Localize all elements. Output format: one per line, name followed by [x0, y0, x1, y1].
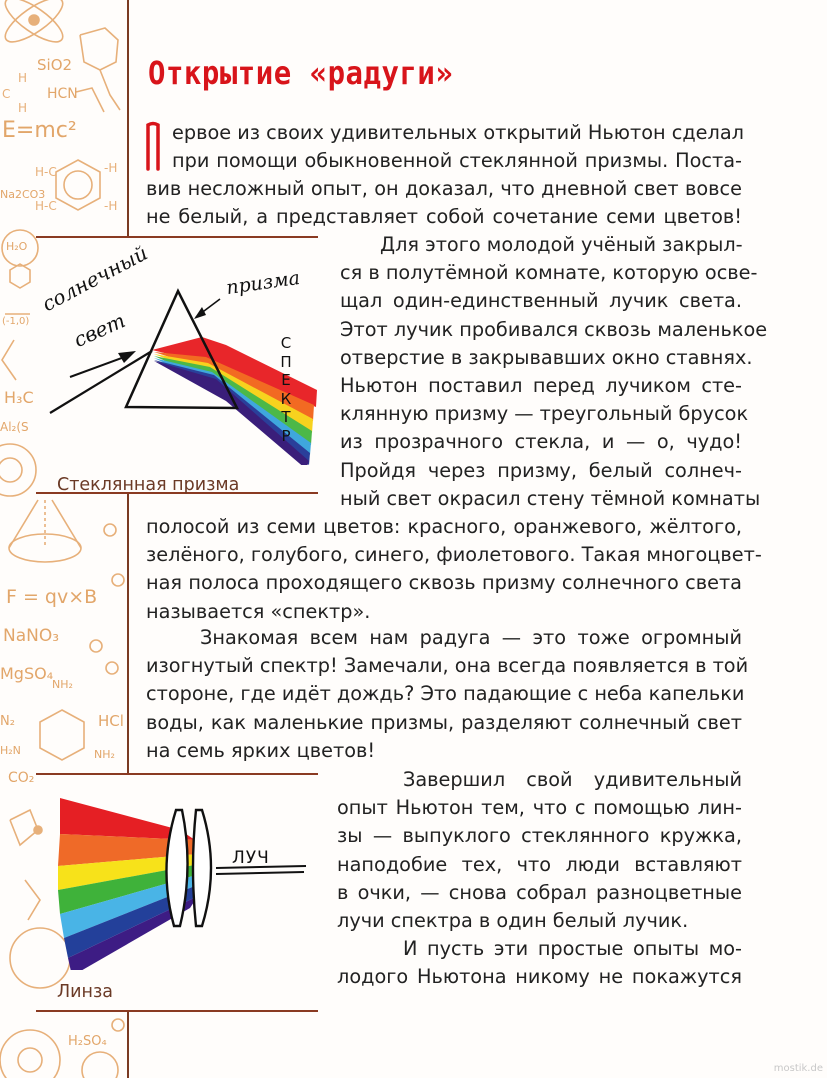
- paragraph-conclusion: [337, 935, 742, 991]
- doodle-formula: CO₂: [8, 770, 35, 786]
- frame-line-horizontal: [36, 236, 318, 238]
- text-line: при помощи обыкновенной стеклянной призмы. Поста-: [172, 149, 742, 173]
- text-line: Пройдя через призму, белый солнеч-: [340, 458, 742, 482]
- text-line: наподобие тех, что люди вставляют: [337, 852, 742, 876]
- frame-line-horizontal: [36, 1010, 318, 1012]
- frame-line-vertical: [127, 492, 129, 774]
- doodle-formula: H₂O: [6, 240, 28, 253]
- paragraph-experiment: [340, 231, 768, 513]
- doodle-formula: H₂N: [0, 744, 21, 757]
- doodle-formula: SiO2: [37, 56, 73, 74]
- doodle-formula: E=mc²: [2, 118, 77, 143]
- label-ray: ЛУЧ: [232, 848, 270, 868]
- label-sunlight-line1: солнечный: [38, 240, 152, 317]
- svg-text:C: C: [2, 87, 11, 101]
- doodle-formula: MgSO₄: [0, 664, 54, 683]
- doodle-formula: NH₂: [94, 748, 115, 761]
- text-line: Ньютон поставил перед лучиком сте-: [340, 374, 742, 398]
- text-line: ся в полутёмной комнате, которую осве-: [340, 261, 758, 285]
- doodle-formula: NaNO₃: [3, 626, 60, 646]
- text-line: Завершил свой удивительный: [403, 768, 742, 791]
- svg-text:H: H: [18, 71, 28, 85]
- svg-text:H-C: H-C: [35, 165, 57, 179]
- text-line: ервое из своих удивительных открытий Ньютон сделал: [172, 121, 744, 144]
- prism-caption: Стеклянная призма: [57, 475, 240, 495]
- text-line: воды, как маленькие призмы, разделяют солнечный свет: [146, 710, 742, 734]
- text-line: И пусть эти простые опыты мо-: [403, 937, 742, 960]
- spectrum-letter: Е: [281, 371, 291, 389]
- label-prism: призма: [224, 266, 302, 300]
- text-line: Для этого молодой учёный закрыл-: [380, 233, 743, 256]
- text-line: полосой из семи цветов: красного, оранжевого, жёлтого,: [146, 515, 742, 538]
- page-title: Открытие «радуги»: [148, 54, 454, 92]
- doodle-formula: Na2CO3: [0, 188, 46, 201]
- doodle-formula: H₂SO₄: [68, 1034, 107, 1049]
- spectrum-letter: Р: [281, 426, 291, 445]
- text-line: из прозрачного стекла, и — о, чудо!: [340, 430, 742, 454]
- text-line: зелёного, голубого, синего, фиолетового. Такая многоцвет-: [146, 543, 762, 567]
- text-line: вив несложный опыт, он доказал, что дневной свет вовсе: [146, 177, 742, 200]
- doodle-formula: F = qv×B: [6, 586, 98, 608]
- text-line: не белый, а представляет собой сочетание семи цветов!: [146, 205, 742, 229]
- text-line: изогнутый спектр! Замечали, она всегда появляется в той: [146, 654, 749, 678]
- doodle-formula: Al₂(S: [0, 420, 29, 434]
- svg-text:-H: -H: [104, 199, 118, 213]
- spectrum-letter: П: [280, 352, 292, 371]
- text-line: ный свет окрасил стену тёмной комнаты: [340, 486, 761, 510]
- doodle-formula: H₃C: [4, 388, 34, 407]
- svg-text:H-C: H-C: [35, 199, 57, 213]
- text-line: ная полоса проходящего сквозь призму солнечного света: [146, 571, 742, 595]
- text-line: Знакомая всем нам радуга — это тоже огромный: [200, 626, 742, 649]
- doodle-formula: (-1,0): [2, 316, 30, 327]
- doodle-formula: N₂: [0, 714, 15, 729]
- paragraph-spectrum: [146, 513, 762, 626]
- text-line: называется «спектр».: [146, 599, 371, 623]
- text-line: опыт Ньютон тем, что с помощью лин-: [337, 796, 742, 820]
- text-line: стороне, где идёт дождь? Это падающие с неба капельки: [146, 682, 745, 706]
- text-line: щал один-единственный лучик света.: [340, 289, 742, 313]
- paragraph-lens: [337, 766, 742, 935]
- spectrum-letter: Т: [281, 408, 291, 426]
- lens-illustration: [50, 790, 320, 970]
- text-line: Этот лучик пробивался сквозь маленькое: [340, 317, 768, 341]
- text-line: в очки, — снова собрал разноцветные: [337, 880, 742, 904]
- text-line: на семь ярких цветов!: [146, 738, 376, 762]
- label-sunlight-2: свет: [70, 308, 129, 352]
- text-line: лодого Ньютона никому не покажутся: [337, 965, 742, 989]
- lens-caption: Линза: [57, 982, 114, 1002]
- intro-paragraph-tail: [146, 175, 742, 231]
- frame-line-vertical: [127, 1010, 129, 1078]
- frame-line-horizontal: [36, 773, 318, 775]
- watermark: mostik.de: [773, 1063, 823, 1074]
- text-line: клянную призму — треугольный брусок: [340, 402, 749, 426]
- text-line: зы — выпуклого стеклянного кружка,: [337, 824, 742, 848]
- label-spectrum: [278, 334, 294, 445]
- frame-line-vertical: [127, 0, 129, 237]
- dropcap-icon: [146, 121, 160, 171]
- text-line: отверстие в закрывавших окно ставнях.: [340, 345, 753, 369]
- spectrum-letter: К: [280, 389, 292, 408]
- doodle-formula: NH₂: [52, 678, 73, 691]
- doodle-formula: HCN: [47, 86, 78, 102]
- svg-text:-H: -H: [104, 161, 118, 175]
- spectrum-letter: С: [280, 334, 292, 352]
- paragraph-rainbow: [146, 624, 749, 765]
- text-line: лучи спектра в один белый лучик.: [337, 909, 689, 933]
- doodle-formula: HCl: [98, 712, 124, 730]
- svg-text:H: H: [18, 101, 28, 115]
- intro-paragraph-head: [172, 119, 742, 175]
